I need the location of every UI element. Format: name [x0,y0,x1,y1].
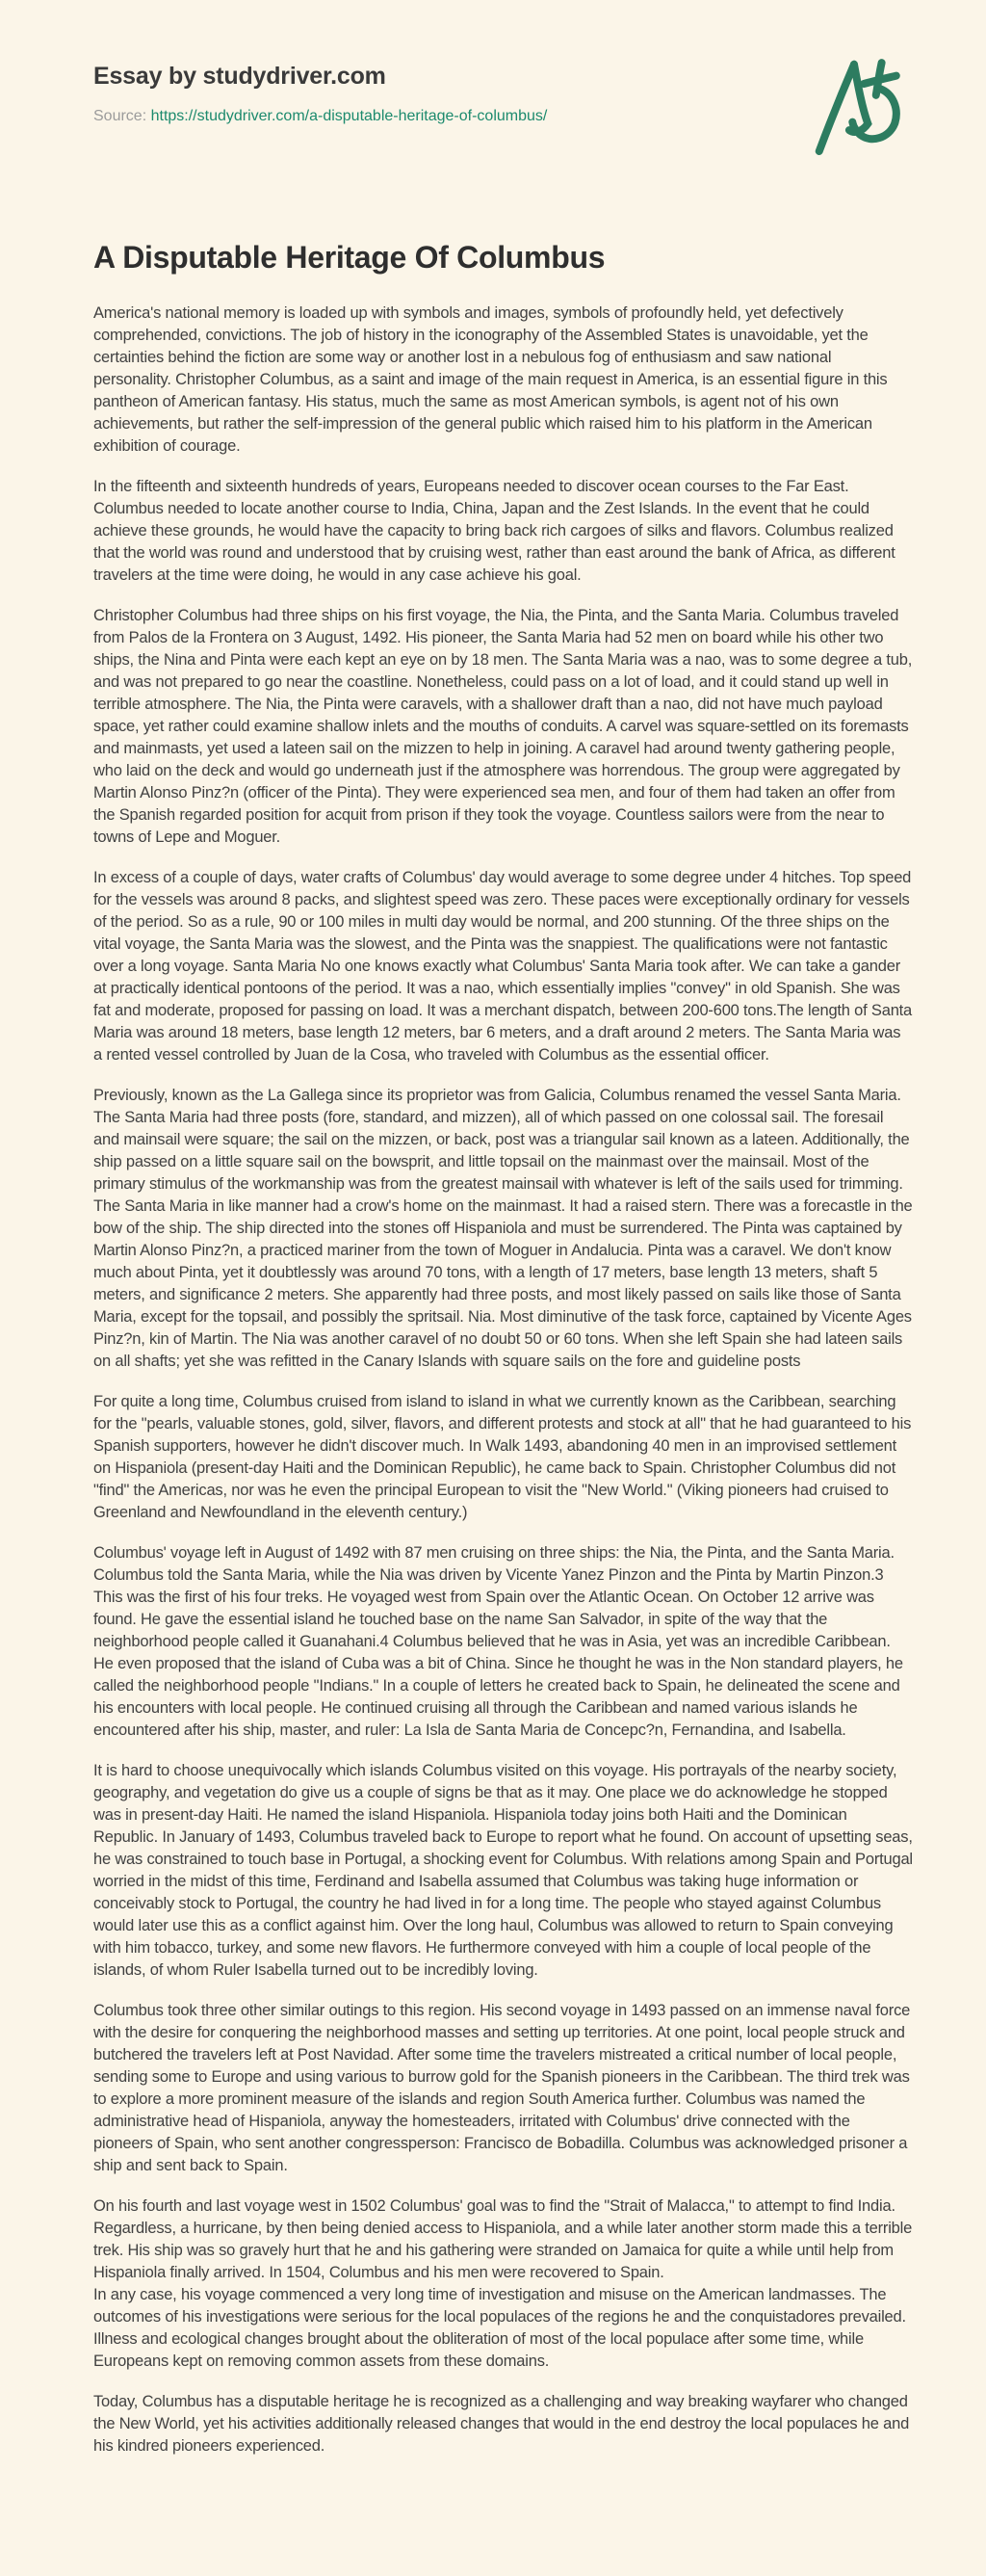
essay-paragraph: In excess of a couple of days, water crafts of Columbus' day would average to some degree under 4 hitches. Top speed for the vessels was around 8 packs, and slightest speed was zero. These paces were exceptionally ordinary for vessels of the period. So as a rule, 90 or 100 miles in multi day would be normal, and 200 stunning. Of the three ships on the vital voyage, the Santa Maria was the slowest, and the Pinta was the snappiest. The qualifications were not fantastic over a long voyage. Santa Maria No one knows exactly what Columbus' Santa Maria took after. We can take a gander at practically identical pontoons of the period. It was a nao, which essentially implies "convey" in old Spanish. She was fat and moderate, proposed for passing on load. It was a merchant dispatch, between 200-600 tons.The length of Santa Maria was around 18 meters, base length 12 meters, bar 6 meters, and a draft around 2 meters. The Santa Maria was a rented vessel controlled by Juan de la Cosa, who traveled with Columbus as the essential officer. [93,869,913,1064]
essay-paragraph: America's national memory is loaded up with symbols and images, symbols of profoundly held, yet defectively comprehended, convictions. The job of history in the iconography of the Assembled States is unavoidable, yet the certainties behind the fiction are some way or another lost in a nebulous fog of enthusiasm and saw national personality. Christopher Columbus, as a saint and image of the main request in America, is an essential figure in this pantheon of American fantasy. His status, much the same as most American symbols, is agent not of his own achievements, but rather the self-impression of the general public which raised him to his platform in the American exhibition of courage. [93,304,888,455]
essay-paragraph: In the fifteenth and sixteenth hundreds of years, Europeans needed to discover ocean courses to the Far East. Columbus needed to locate another course to India, China, Japan and the Zest Islands. In the event that he could achieve these grounds, he would have the capacity to bring back rich cargoes of silks and flavors. Columbus realized that the world was round and understood that by cruising west, rather than east around the bank of Africa, as different travelers at the time were doing, he would in any case achieve his goal. [93,478,895,584]
essay-paragraph: On his fourth and last voyage west in 1502 Columbus' goal was to find the "Strait of Malacca," to attempt to find India. Regardless, a hurricane, by then being denied access to Hispaniola, and a while later another storm made this a terrible trek. His ship was so gravely hurt that he and his gathering were stranded on Jamaica for quite a while until help from Hispaniola finally arrived. In 1504, Columbus and his men were recovered to Spain. [93,2197,913,2281]
essay-paragraph: Columbus' voyage left in August of 1492 with 87 men cruising on three ships: the Nia, the Pinta, and the Santa Maria. Columbus told the Santa Maria, while the Nia was driven by Vicente Yanez Pinzon and the Pinta by Martin Pinzon.3 This was the first of his four treks. He voyaged west from Spain over the Atlantic Ocean. On October 12 arrive was found. He gave the essential island he touched base on the name San Salvador, in spite of the way that the neighborhood people called it Guanahani.4 Columbus believed that he was in Asia, yet was an incredible Caribbean. He even proposed that the island of Cuba was a bit of China. Since he thought he was in the Non standard players, he called the neighborhood people "Indians." In a couple of letters he created back to Spain, he delineated the scene and his encounters with local people. He continued cruising all through the Caribbean and named various islands he encountered after his ship, master, and ruler: La Isla de Santa Maria de Concepc?n, Fernandina, and Isabella. [93,1544,903,1739]
essay-paragraph: Today, Columbus has a disputable heritage he is recognized as a challenging and way breaking wayfarer who changed the New World, yet his activities additionally released changes that would in the end destroy the local populaces he and his kindred pioneers experienced. [93,2393,910,2455]
essay-paragraph: Columbus took three other similar outings to this region. His second voyage in 1493 passed on an immense naval force with the desire for conquering the neighborhood masses and setting up territories. At one point, local people struck and butchered the travelers left at Post Navidad. After some time the travelers mistreated a critical number of local people, sending some to Europe and using various to burrow gold for the Spanish pioneers in the Caribbean. The third trek was to explore a more prominent measure of the islands and region South America further. Columbus was named the administrative head of Hispaniola, anyway the homesteaders, irritated with Columbus' drive connected with the pioneers of Spain, who sent another congressperson: Francisco de Bobadilla. Columbus was acknowledged prisoner a ship and sent back to Spain. [93,2002,911,2174]
page-title: Essay by studydriver.com [93,63,386,90]
essay-paragraph: In any case, his voyage commenced a very long time of investigation and misuse on the American landmasses. The outcomes of his investigations were serious for the local populaces of the regions he and the conquistadores prevailed. Illness and ecological changes brought about the obliteration of most of the local populace after some time, while Europeans kept on removing common assets from these domains. [93,2286,906,2370]
essay-paragraph: Christopher Columbus had three ships on his first voyage, the Nia, the Pinta, and the Santa Maria. Columbus traveled from Palos de la Frontera on 3 August, 1492. His pioneer, the Santa Maria had 52 men on board while his other two ships, the Nina and Pinta were each kept an eye on by 18 men. The Santa Maria was a nao, was to some degree a tub, and was not prepared to go near the coastline. Nonetheless, could pass on a lot of load, and it could stand up well in terrible atmosphere. The Nia, the Pinta were caravels, with a shallower draft than a nao, did not have much payload space, yet rather could examine shallow inlets and the mouths of conduits. A carvel was square-settled on its foremasts and mainmasts, yet used a lateen sail on the mizzen to help in joining. A caravel had around twenty gathering people, who laid on the deck and would go underneath just if the atmosphere was horrendous. The group were aggregated by Martin Alonso Pinz?n (officer of the Pinta). They were experienced sea men, and four of them had taken an offer from the Spanish regarded position for acquit from prison if they took the voyage. Countless sailors were from the near to towns of Lepe and Moguer. [93,607,913,846]
source-url-link[interactable]: https://studydriver.com/a-disputable-heritage-of-columbus/ [150,108,548,124]
essay-paragraph: Previously, known as the La Gallega since its proprietor was from Galicia, Columbus renamed the vessel Santa Maria. The Santa Maria had three posts (fore, standard, and mizzen), all of which passed on one colossal sail. The foresail and mainsail were square; the sail on the mizzen, or back, post was a triangular sail known as a lateen. Additionally, the ship passed on a little square sail on the bowsprit, and little topsail on the mainmast over the mainsail. Most of the primary stimulus of the workmanship was from the greatest mainsail with whatever is left of the sails used for trimming. The Santa Maria in like manner had a crow's home on the mainmast. It had a raised stern. There was a forecastle in the bow of the ship. The ship directed into the stones off Hispaniola and must be surrendered. The Pinta was captained by Martin Alonso Pinz?n, a practiced mariner from the town of Moguer in Andalucia. Pinta was a caravel. We don't know much about Pinta, yet it doubtlessly was around 70 tons, with a length of 17 meters, base length 13 meters, shaft 5 meters, and significance 2 meters. She apparently had three posts, and most likely passed on sails like those of Santa Maria, except for the topsail, and possibly the spritsail. Nia. Most diminutive of the task force, captained by Vicente Ages Pinz?n, kin of Martin. The Nia was another caravel of no doubt 50 or 60 tons. When she left Spain she had lateen sails on all shafts; yet she was refitted in the Canary Islands with square sails on the fore and guideline posts [93,1087,913,1370]
source-label: Source: [93,108,147,124]
article-title: A Disputable Heritage Of Columbus [93,240,606,275]
essay-header [93,62,913,126]
essay-body [93,302,913,2458]
source-line [93,106,913,126]
a-plus-logo-icon [813,40,926,164]
essay-paragraph: For quite a long time, Columbus cruised from island to island in what we currently known as the Caribbean, searching for the "pearls, valuable stones, gold, silver, flavors, and different protests and stock at all" that he had guaranteed to his Spanish supporters, however he didn't discover much. In Walk 1493, abandoning 40 men in an improvised settlement on Hispaniola (present-day Haiti and the Dominican Republic), he came back to Spain. Christopher Columbus did not "find" the Americas, nor was he even the principal European to visit the "New World." (Viking pioneers had cruised to Greenland and Newfoundland in the eleventh century.) [93,1393,912,1521]
essay-paragraph: It is hard to choose unequivocally which islands Columbus visited on this voyage. His portrayals of the nearby society, geography, and vegetation do give us a couple of signs be that as it may. One place we do acknowledge he stopped was in present-day Haiti. He named the island Hispaniola. Hispaniola today joins both Haiti and the Dominican Republic. In January of 1493, Columbus traveled back to Europe to report what he found. On account of upsetting seas, he was constrained to touch base in Portugal, a shocking event for Columbus. With relations among Spain and Portugal worried in the midst of this time, Ferdinand and Isabella assumed that Columbus was taking huge information or conceivably stock to Portugal, the country he had lived in for a long time. The people who stayed against Columbus would later use this as a conflict against him. Over the long haul, Columbus was allowed to return to Spain conveying with him tobacco, turkey, and some new flavors. He furthermore conveyed with him a couple of local people of the islands, of whom Ruler Isabella turned out to be incredibly loving. [93,1762,913,1979]
